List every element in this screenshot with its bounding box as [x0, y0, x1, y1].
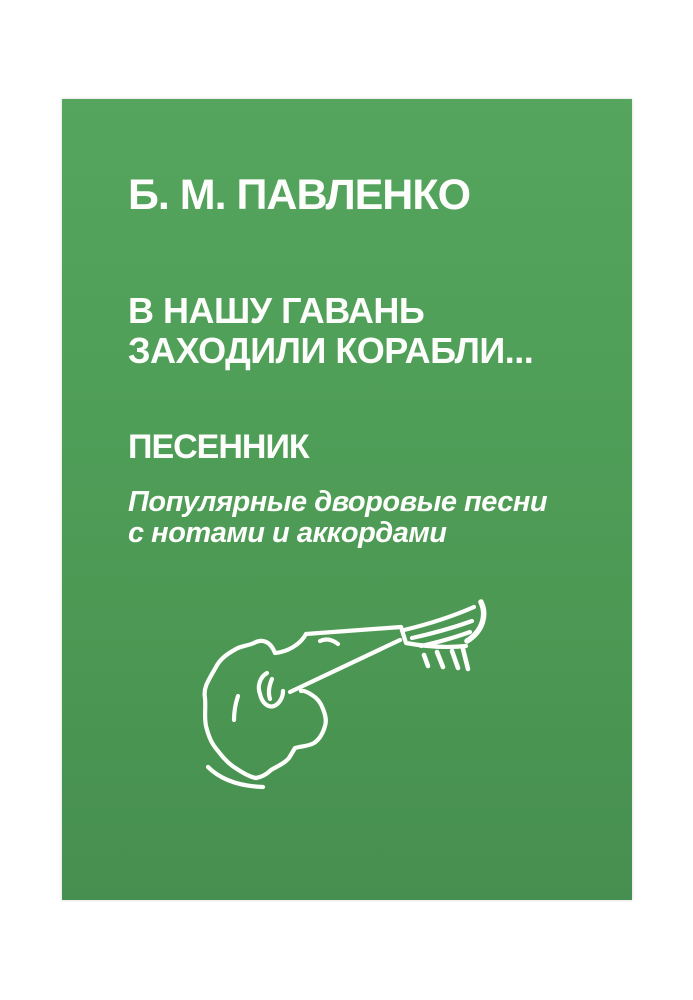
- author-name: Б. М. ПАВЛЕНКО: [128, 171, 471, 219]
- book-title: [128, 291, 602, 371]
- book-title-line-2: ЗАХОДИЛИ КОРАБЛИ...: [128, 330, 534, 371]
- guitar-peg-1: [424, 655, 428, 666]
- guitar-binding-stroke: [234, 696, 238, 720]
- subtitle: [128, 487, 602, 549]
- subtitle-line-2: с нотами и аккордами: [128, 517, 447, 549]
- guitar-peg-4: [463, 649, 468, 669]
- guitar-peg-2: [437, 652, 443, 667]
- subtitle-line-1: Популярные дворовые песни: [128, 486, 548, 518]
- guitar-headstock-string-1: [404, 607, 474, 630]
- guitar-sound-hole-inner-stroke: [269, 679, 272, 699]
- guitar-illustration: [190, 595, 490, 795]
- guitar-string-line: [290, 640, 400, 692]
- guitar-peg-3: [452, 651, 458, 668]
- guitar-top-arc: [320, 640, 338, 644]
- songbook-heading: ПЕСЕННИК: [128, 428, 309, 466]
- book-cover: [62, 99, 632, 900]
- book-title-line-1: В НАШУ ГАВАНЬ: [128, 290, 425, 331]
